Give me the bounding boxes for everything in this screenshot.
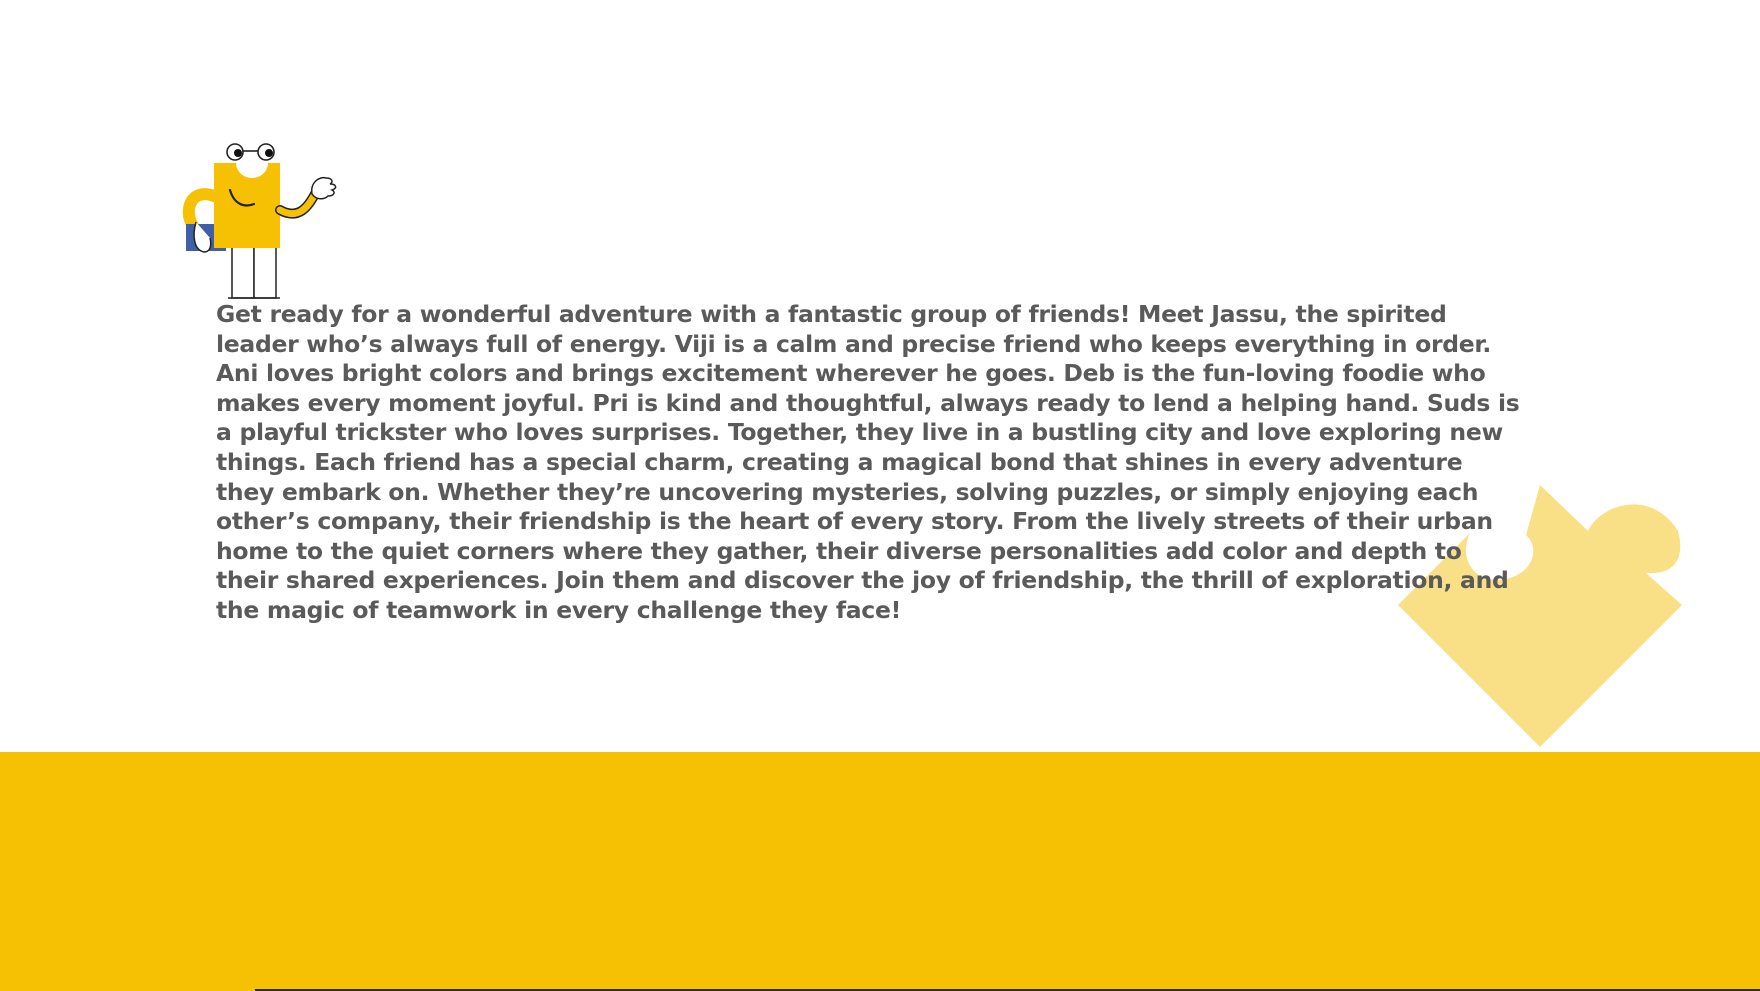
puzzle-piece-character-icon	[180, 138, 360, 303]
story-paragraph: Get ready for a wonderful adventure with a fantastic group of friends! Meet Jassu, the spirited leader who’s always full of energy. Viji is a calm and precise friend who keeps everything in order. Ani loves bright colors and brings excitement wherever he goes. Deb is the fun-loving foodie who makes every moment joyful. Pri is kind and thoughtful, always ready to lend a helping hand. Suds is a playful trickster who loves surprises. Together, they live in a bustling city and love exploring new things. Each friend has a special charm, creating a magical bond that shines in every adventure they embark on. Whether they’re uncovering mysteries, solving puzzles, or simply enjoying each other’s company, their friendship is the heart of every story. From the lively streets of their urban home to the quiet corners where they gather, their diverse personalities add color and depth to their shared experiences. Join them and discover the joy of friendship, the thrill of exploration, and the magic of teamwork in every challenge they face!	[216, 300, 1520, 624]
footer-band	[0, 752, 1760, 991]
